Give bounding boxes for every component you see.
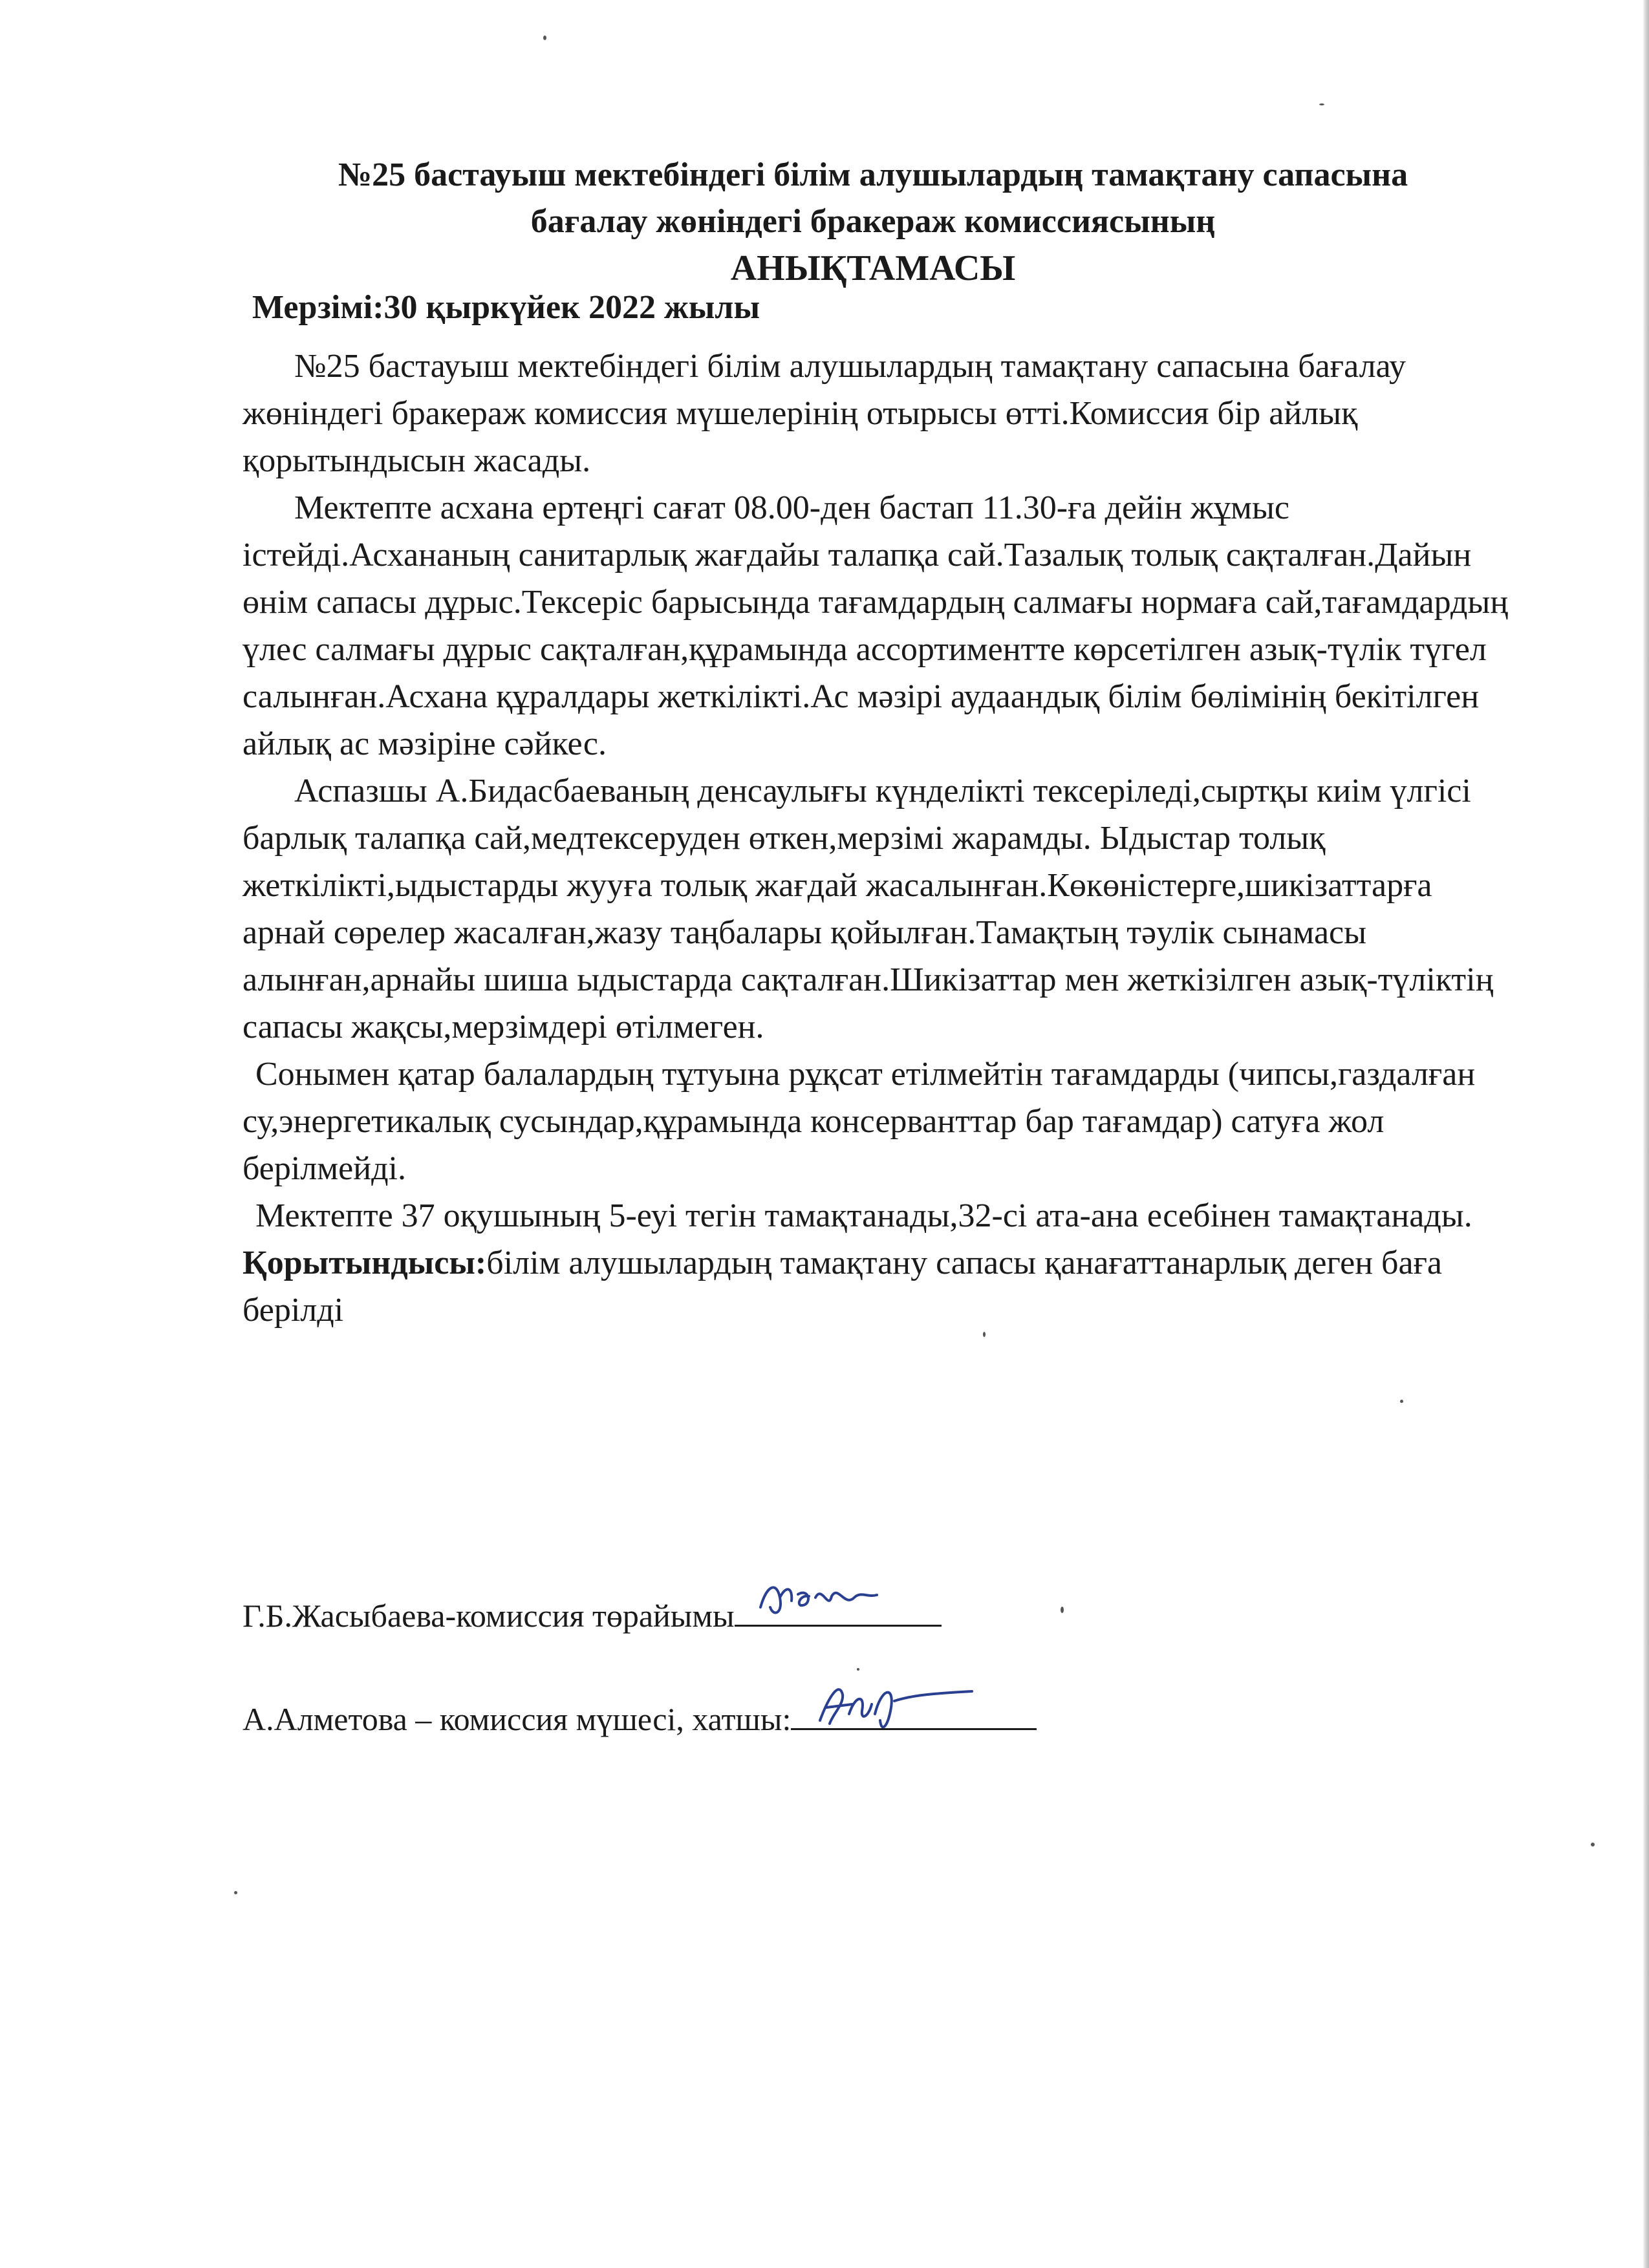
scan-speck — [1061, 1607, 1064, 1613]
document-date: Мерзімі:30 қыркүйек 2022 жылы — [252, 289, 760, 326]
handwritten-signature-secretary — [804, 1675, 998, 1740]
title-line-3: АНЫҚТАМАСЫ — [730, 248, 1016, 288]
signature-line-secretary — [791, 1697, 1037, 1730]
title-line-2: бағалау жөніндегі бракераж комиссиясының — [530, 203, 1216, 240]
document-title — [226, 152, 1520, 292]
scan-speck — [983, 1332, 986, 1337]
paragraph-3: Аспазшы А.Бидасбаеваның денсаулығы күнделікті тексеріледі,сыртқы киім үлгісі барлық талапқа сай,медтексеруден өткен,мерзімі жарамды. Ыдыстар толық жеткілікті,ыдыстарды жууға толық жағдай жасалынған.Көкөністерге,шикізаттарға арнай сөрелер жасалған,жазу таңбалары қойылған.Тамақтың тәулік сынамасы алынған,арнайы шиша ыдыстарда сақталған.Шикізаттар мен жеткізілген азық-түліктің сапасы жақсы,мерзімдері өтілмеген. — [242, 773, 1494, 1045]
paragraph-4: Сонымен қатар балалардың тұтуына рұқсат етілмейтін тағамдарды (чипсы,газдалған су,энергетикалық сусындар,құрамында консерванттар бар тағамдар) сатуға жол берілмейді. — [242, 1056, 1476, 1187]
scan-speck — [234, 1891, 237, 1894]
scan-speck — [1591, 1843, 1595, 1846]
paragraph-2: Мектепте асхана ертеңгі сағат 08.00-ден бастап 11.30-ға дейін жұмыс істейді.Асхананың санитарлық жағдайы талапқа сай.Тазалық толық сақталған.Дайын өнім сапасы дұрыс.Тексеріс барысында тағамдардың салмағы нормаға сай,тағамдардың үлес салмағы дұрыс сақталған,құрамында ассортиментте көрсетілген азық-түлік түгел салынған.Асхана құралдары жеткілікті.Ас мәзірі аудаандық білім бөлімінің бекітілген айлық ас мәзіріне сәйкес. — [242, 489, 1509, 762]
conclusion — [242, 1239, 1510, 1334]
scan-speck — [1319, 103, 1324, 105]
signature-row-secretary — [242, 1697, 1037, 1740]
signatory-label-chair: Г.Б.Жасыбаева-комиссия төрайымы — [242, 1598, 735, 1634]
signature-row-chair — [242, 1594, 942, 1636]
paragraph-5: Мектепте 37 оқушының 5-еуі тегін тамақтанады,32-сі ата-ана есебінен тамақтанады. — [255, 1197, 1472, 1234]
scan-speck — [857, 1668, 859, 1671]
handwritten-signature-chair — [748, 1572, 916, 1630]
scan-speck — [543, 36, 546, 40]
conclusion-text: білім алушылардың тамақтану сапасы қанағаттанарлық деген баға берілді — [242, 1245, 1442, 1329]
conclusion-label: Қорытындысы: — [242, 1245, 487, 1281]
scanner-edge — [1643, 0, 1649, 2268]
signature-line-chair — [735, 1594, 942, 1627]
document-body — [242, 343, 1510, 1334]
signatory-label-secretary: А.Алметова – комиссия мүшесі, хатшы: — [242, 1701, 792, 1737]
paragraph-1: №25 бастауыш мектебіндегі білім алушылардың тамақтану сапасына бағалау жөніндегі бракераж комиссия мүшелерінің отырысы өтті.Комиссия бір айлық қорытындысын жасады. — [242, 348, 1406, 479]
scan-speck — [1400, 1400, 1403, 1403]
title-line-1: №25 бастауыш мектебіндегі білім алушылардың тамақтану сапасына — [338, 156, 1408, 193]
